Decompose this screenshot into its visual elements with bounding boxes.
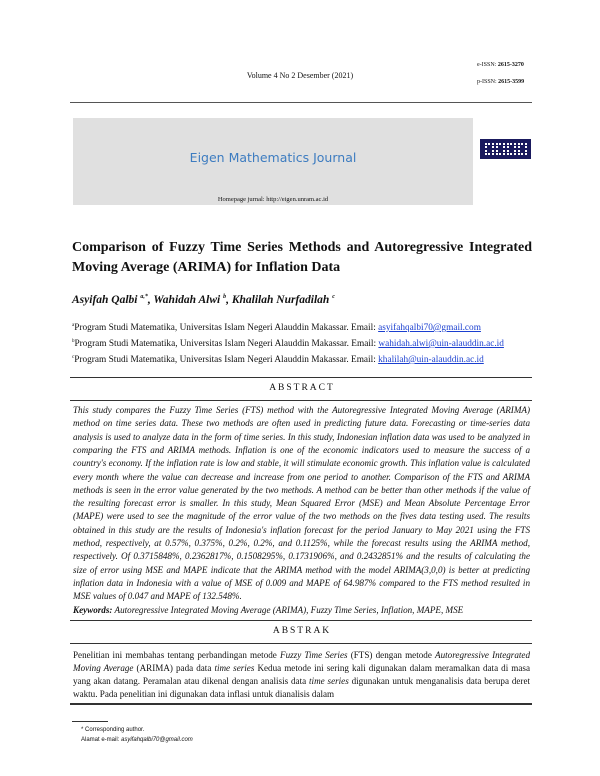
text: Penelitian ini membahas tentang perbandingan metode xyxy=(73,649,281,660)
article-body xyxy=(72,0,532,765)
footnote-corresponding: * Corresponding author. xyxy=(81,726,145,733)
affiliation-text: Program Studi Matematika, Universitas Islam Negeri Alauddin Makassar. Email: xyxy=(74,355,379,366)
affiliation-text: Program Studi Matematika, Universitas Islam Negeri Alauddin Makassar. Email: xyxy=(74,339,379,350)
authors: Asyifah Qalbi $^{a,*}$, Wahidah Alwi $^b$, Khalilah Nurfadilah $^c$ xyxy=(72,293,335,306)
affiliation xyxy=(72,351,532,367)
author-name: Wahidah Alwi xyxy=(153,293,221,306)
email-link[interactable]: wahidah.alwi@uin-alauddin.ac.id xyxy=(378,339,504,350)
abstract-heading: ABSTRACT xyxy=(269,383,335,394)
journal-name: Eigen Mathematics Journal xyxy=(189,150,357,165)
text: time series xyxy=(309,676,349,687)
affiliation xyxy=(72,319,532,335)
footnote-rule xyxy=(72,721,108,722)
email-link[interactable]: asyifahqalbi70@gmail.com xyxy=(378,322,481,333)
email-link[interactable]: khalilah@uin-alauddin.ac.id xyxy=(378,355,484,366)
text: (ARIMA) pada data xyxy=(133,662,215,673)
text: Kedua metode ini sering kali digunakan dalam meramalkan data di masa yang akan datang. Peramalan atau dikenal dengan analisis data xyxy=(73,662,530,687)
author-sup: b xyxy=(223,294,227,300)
text: Fuzzy Time Series xyxy=(280,649,348,660)
text: Autoregressive Integrated Moving Average xyxy=(73,649,530,673)
footnote-email xyxy=(81,735,532,745)
affiliation-sup: b xyxy=(72,338,75,344)
pissn-label: p-ISSN: xyxy=(477,79,497,85)
article-title: Comparison of Fuzzy Time Series Methods and Autoregressive Integrated Moving Average (ARIMA) for Inflation Data xyxy=(72,240,532,275)
author-sup: a,* xyxy=(140,294,148,300)
footnote-email-label: Alamat e-mail: xyxy=(81,736,122,743)
text: digunakan untuk menganalisis data berupa deret waktu. Pada penelitian ini digunakan data inflasi untuk dianalisis dalam xyxy=(73,676,531,700)
keywords xyxy=(73,604,530,620)
author-sup: c xyxy=(332,294,335,300)
abstract-text: This study compares the Fuzzy Time Series (FTS) method with the Autoregressive Integrated Moving Average (ARIMA) method on time series data. These two methods are often used in predicting future data. Forecasting or time-series data analysis is used to analyze data in the form of time series. In this study, Indonesian inflation data was used to be analyzed in comparing the FTS and ARIMA methods. Inflation is one of the economic indicators used to measure the success of a country's economy. If the inflation rate is low and stable, it will stimulate economic growth. This inflation value is calculated every month where the value can decrease and increase from one period to another. Comparison of the FTS and ARIMA methods is seen in the error value generated by the two methods. A method can be better than other methods if the value of the resulting forecast error is smaller. In this study, Mean Squared Error (MSE) and Mean Absolute Percentage Error (MAPE) were used to see the magnitude of the error value of the two methods on the fives data testing used. The results obtained in this study are the results of Indonesia's inflation forecast for the period January to May 2021 using the FTS method, respectively, at 0.57%, 0.375%, 0.2%, 0.2%, and 0.1125%, while the forecast results using the ARIMA method, respectively. Of 0.3715848%, 0.2362817%, 0.1508295%, 0.1731906%, and 0.2432851% and the results of calculating the size of error using MSE and MAPE indicate that the ARIMA method with the model ARIMA(3,0,0) is better at predicting inflation data in Indonesia with a value of MSE of 0.009 and MAPE of 64.987% compared to the FTS method resulted in MSE values of 0.047 and MAPE of 132.548%. xyxy=(73,405,530,602)
abstrak-heading: ABSTRAK xyxy=(272,625,332,636)
journal-homepage[interactable]: Homepage jurnal: http://eigen.unram.ac.id xyxy=(217,196,329,203)
eissn-label: e-ISSN: xyxy=(477,62,497,68)
affiliation-sup: c xyxy=(72,355,75,361)
author-name: Khalilah Nurfadilah xyxy=(231,293,330,306)
text: time series xyxy=(214,662,255,673)
affiliation xyxy=(72,335,532,351)
affiliation-text: Program Studi Matematika, Universitas Islam Negeri Alauddin Makassar. Email: xyxy=(74,322,379,333)
volume-info: Volume 4 No 2 Desember (2021) xyxy=(246,71,354,80)
keywords-label: Keywords: xyxy=(73,604,113,615)
affiliation-sup: a xyxy=(72,322,75,328)
eissn-value: 2615-3270 xyxy=(497,62,524,68)
affiliations xyxy=(72,319,532,367)
abstrak-text xyxy=(73,644,530,703)
author-name: Asyifah Qalbi xyxy=(72,293,138,306)
text: (FTS) dengan metode xyxy=(347,649,436,660)
keywords-text: Autoregressive Integrated Moving Average (ARIMA), Fuzzy Time Series, Inflation, MAPE, MSE xyxy=(114,604,464,615)
divider xyxy=(70,703,532,705)
pissn-value: 2615-3599 xyxy=(498,79,525,85)
footnote-email-value: asyifahqalbi70@gmail.com xyxy=(121,736,193,743)
